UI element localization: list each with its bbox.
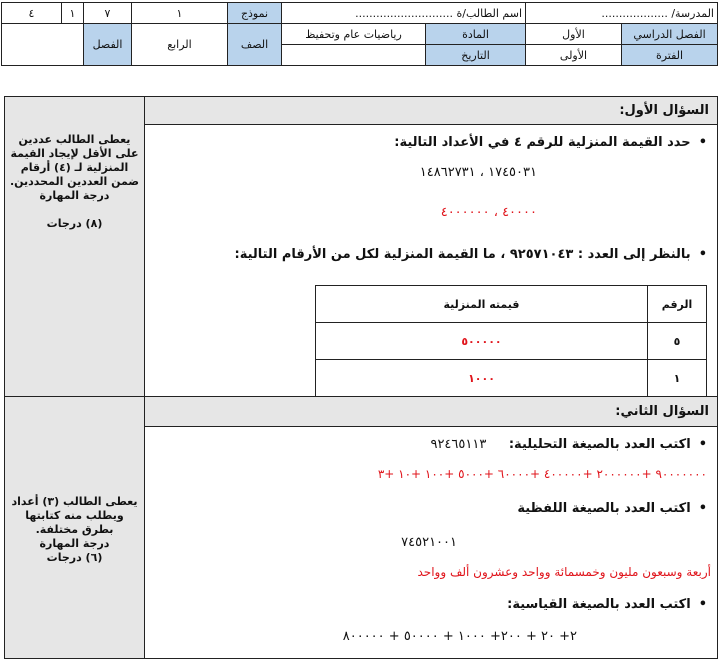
q1-section bbox=[144, 96, 718, 398]
model-digit-1: ١ bbox=[132, 3, 228, 24]
q2-item2-text: اكتب العدد بالصيغة اللفظية bbox=[517, 501, 691, 516]
header-table bbox=[1, 2, 718, 66]
place-value-table bbox=[315, 285, 707, 397]
q2-side-line: (٦) درجات bbox=[46, 551, 103, 564]
q1-side-line: ضمن العددين المحددين. bbox=[9, 175, 140, 188]
student-cell bbox=[282, 3, 526, 24]
q1-numbers: ١٧٤٥٠٣١ ، ١٤٨٦٢٧٣١ bbox=[419, 165, 537, 180]
q2-title: السؤال الثاني: bbox=[145, 397, 717, 427]
q2-side-line: يعطى الطالب (٣) أعداد bbox=[11, 495, 138, 508]
table-row bbox=[316, 323, 707, 360]
q1-item2 bbox=[235, 247, 707, 262]
period-label: الفترة bbox=[622, 45, 718, 66]
q1-title: السؤال الأول: bbox=[145, 97, 717, 125]
q1-side-line: يعطى الطالب عددين bbox=[18, 133, 131, 146]
col-digit-header: الرقم bbox=[648, 286, 707, 323]
q2-item2-number: ٧٤٥٢١٠٠١ bbox=[401, 535, 457, 550]
row-digit: ٥ bbox=[648, 323, 707, 360]
class-label: الفصل bbox=[84, 24, 132, 66]
q1-side-spacer bbox=[5, 203, 144, 217]
q2-side-note bbox=[4, 396, 145, 659]
model-label: نموذج bbox=[228, 3, 282, 24]
subject-label: المادة bbox=[426, 24, 526, 45]
student-label: اسم الطالب/ة bbox=[456, 6, 522, 20]
q2-item3-text: اكتب العدد بالصيغة القياسية: bbox=[507, 597, 691, 612]
q1-item1-text: حدد القيمة المنزلية للرقم ٤ في الأعداد التالية: bbox=[394, 135, 691, 150]
period-value: الأولى bbox=[526, 45, 622, 66]
grade-value: الرابع bbox=[132, 24, 228, 66]
q2-side-line: درجة المهارة bbox=[39, 537, 110, 550]
term-label: الفصل الدراسي bbox=[622, 24, 718, 45]
col-value-header: قيمته المنزلية bbox=[316, 286, 648, 323]
q2-item3-expression: ٢+ ٢٠ + ٢٠٠+ ١٠٠٠ + ٥٠٠٠٠ + ٨٠٠٠٠٠ bbox=[342, 629, 577, 644]
q1-side-note bbox=[4, 96, 145, 398]
class-value bbox=[1, 24, 83, 66]
term-value: الأول bbox=[526, 24, 622, 45]
bullet-icon: • bbox=[698, 135, 707, 150]
row-value: ١٠٠٠ bbox=[316, 360, 648, 397]
worksheet-page bbox=[2, 2, 718, 657]
date-value bbox=[282, 45, 426, 66]
row-value: ٥٠٠٠٠٠ bbox=[316, 323, 648, 360]
q2-item2 bbox=[517, 501, 707, 516]
q1-side-line: على الأقل لإيجاد القيمة bbox=[10, 147, 139, 160]
bullet-icon: • bbox=[698, 437, 707, 452]
school-cell bbox=[526, 3, 718, 24]
q1-side-line: (٨) درجات bbox=[46, 217, 103, 230]
q2-item3 bbox=[507, 597, 707, 612]
q2-section bbox=[144, 396, 718, 659]
q2-item1-answer: ٩٠٠٠٠٠٠٠ +٢٠٠٠٠٠٠ +٤٠٠٠٠٠ +٦٠٠٠٠ +٥٠٠٠ +١٠٠ +١٠ +٣ bbox=[377, 467, 707, 481]
model-digit-2: ٧ bbox=[84, 3, 132, 24]
q1-side-line: المنزلية لـ (٤) أرقام bbox=[20, 161, 129, 174]
q1-item1 bbox=[394, 135, 707, 150]
q2-side-line: ويطلب منه كتابتها bbox=[25, 509, 124, 522]
q2-item2-answer: أربعة وسبعون مليون وخمسمائة وواحد وعشرون ألف وواحد bbox=[417, 565, 711, 579]
school-dots: ................... bbox=[601, 6, 668, 20]
q1-item2-text: بالنظر إلى العدد : ٩٢٥٧١٠٤٣ ، ما القيمة المنزلية لكل من الأرقام التالية: bbox=[234, 247, 691, 262]
grade-label: الصف bbox=[228, 24, 282, 66]
q2-item1 bbox=[430, 437, 707, 452]
date-label: التاريخ bbox=[426, 45, 526, 66]
q2-side-line: بطرق مختلفة. bbox=[35, 523, 114, 536]
row-digit: ١ bbox=[648, 360, 707, 397]
school-label: المدرسة/ bbox=[671, 6, 714, 20]
q2-item1-text: اكتب العدد بالصيغة التحليلية: bbox=[508, 437, 691, 452]
model-digit-3: ١ bbox=[62, 3, 84, 24]
student-dots: ............................ bbox=[355, 6, 453, 20]
model-digit-4: ٤ bbox=[1, 3, 61, 24]
bullet-icon: • bbox=[698, 501, 707, 516]
subject-value: رياضيات عام وتحفيظ bbox=[282, 24, 426, 45]
q2-item1-number: ٩٢٤٦٥١١٣ bbox=[430, 437, 487, 452]
table-row bbox=[316, 360, 707, 397]
q1-side-line: درجة المهارة bbox=[39, 189, 110, 202]
q1-answers: ٤٠٠٠٠ ، ٤٠٠٠٠٠٠ bbox=[440, 205, 537, 220]
bullet-icon: • bbox=[698, 247, 707, 262]
bullet-icon: • bbox=[698, 597, 707, 612]
